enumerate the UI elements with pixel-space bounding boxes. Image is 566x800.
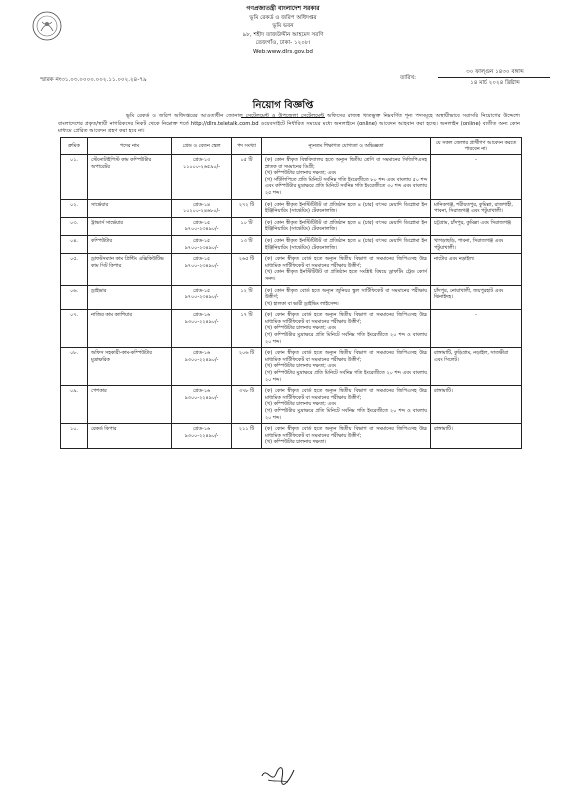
row-grade: গ্রেড-১৪ [192,201,211,208]
government-emblem-icon [30,10,64,42]
row-post-name: ড্রাফটসম্যান কাম প্রিন্টিং এক্সিকিউটিভ কাম সিট কিপার [88,254,172,285]
row-post-name: রেকর্ড কিপার [88,424,172,449]
row-pay-scale: ৯৭০০-২৩৪৯০/- [184,244,219,251]
row-excluded-districts: খাগড়াছড়ি, পাবনা, সিরাজগঞ্জ এবং পটুয়াখালী। [431,235,522,253]
row-post-count: ৩৭৮ টি [232,386,262,424]
row-qualification [262,199,431,217]
row-grade-scale [172,155,232,200]
row-post-count: ১২ টি [232,285,262,310]
row-serial: ০৮. [61,348,88,386]
row-grade: গ্রেড-১৫ [192,256,211,263]
row-qualification [262,235,431,253]
row-qualification [262,155,431,200]
header-line: ভূমি ভবন [272,23,294,30]
row-pay-scale: ৯৭০০-২৩৪৯০/- [184,226,219,233]
row-grade: গ্রেড-১৬ [192,426,211,433]
intro-paragraph: ভূমি রেকর্ড ও জরিপ অধিদপ্তরের আওতাধীন জোনাল সেটেলমেন্ট ও উপজেলা সেটেলমেন্ট অফিসের রাজস্ব খাতভুক্ত নিম্নবর্ণিত শূন্য পদসমূহে অস্থায়ীভাবে সরাসরি নিয়োগের উদ্দেশ্যে বাংলাদেশের প্রকৃত/স্থায়ী নাগরিকদের নিকট থেকে নিম্নোক্ত শর্তে http://dlrs.teletalk.com.bd ওয়েবসাইটে নির্ধারিত সময়ের মধ্যে অনলাইনে (online) আবেদন আহবান করা হচ্ছে। অনলাইন (online) ব্যতীত অন্য কোন মাধ্যমে প্রেরিত আবেদন গ্রহণ করা হবে না। [58,113,520,135]
qualification-line: (ক) কোন স্বীকৃত বোর্ড হতে অন্যূন দ্বিতীয় বিভাগ বা সমমানের জিপিএসহ উচ্চ মাধ্যমিক সার্টিফিকেট বা সমমানের পরীক্ষায় উত্তীর্ণ; [265,350,427,363]
row-grade: গ্রেড-১৫ [192,287,211,294]
date-english: ১৪ মার্চ ২০২৪ খ্রিষ্টাব্দ [470,80,520,86]
row-post-name: পেশকার [88,386,172,424]
row-excluded-districts: চাঁদপুর, নোয়াখালী, জয়পুরহাট এবং ঝিনাইদহ। [431,285,522,310]
qualification-line: (ক) কোন স্বীকৃত বোর্ড হতে অন্যূন দ্বিতীয় বিভাগ বা সমমানের জিপিএসহ উচ্চ মাধ্যমিক সার্টিফিকেট বা সমমানের পরীক্ষায় উত্তীর্ণ; [265,426,427,439]
row-grade-scale [172,285,232,310]
row-grade: গ্রেড-১৬ [192,388,211,395]
qualification-line: (খ) কম্পিউটার চালনায় দক্ষতা; এবং [265,325,337,332]
row-grade: গ্রেড-১৩ [192,157,211,163]
header-website: Web:www.dlrs.gov.bd [253,48,313,55]
office-header [200,5,366,57]
row-post-count: ১৩ টি [232,235,262,253]
table-row [61,155,522,200]
header-line: ৯৮, শহীদ তাজউদ্দীন আহমেদ সরণি [242,31,324,38]
row-qualification [262,285,431,310]
table-row [61,235,522,253]
row-post-count: ২৭২ টি [232,199,262,217]
qualification-line: (ক) কোন স্বীকৃত বোর্ড হতে অন্যূন জুনিয়র স্কুল সার্টিফিকেট বা সমমানের পরীক্ষায় উত্তীর্ণ; [265,287,427,301]
qualification-line: (খ) কম্পিউটার চালনায় দক্ষতা। [265,439,327,446]
qualification-line: (খ) হালকা বা ভারী ড্রাইভিং লাইসেন্স। [265,300,339,307]
row-post-name: ড্রাইভার [88,285,172,310]
date-bangla: ৩০ ফাল্গুন ১৪৩০ বঙ্গাব্দ [466,69,524,75]
header-line: ভূমি রেকর্ড ও জরিপ অধিদপ্তর [249,14,317,21]
row-post-count: ১০ টি [232,217,262,235]
row-grade-scale [172,424,232,449]
qualification-line: (গ) কম্পিউটার মুদ্রাক্ষরে প্রতি মিনিটে সর্বনিম্ন গতি ইংরেজীতে ২০ শব্দ ও বাংলায় ২০ শব্দ। [265,332,427,345]
header-line: তেজগাঁও, ঢাকা- ১২০৮। [255,40,311,47]
col-header-post: পদের নাম [88,138,172,155]
qualification-line: (ক) কোন স্বীকৃত ইনস্টিটিউট বা প্রতিষ্ঠান হতে ৪ (চার) বৎসর মেয়াদি ডিপ্লোমা ইন ইঞ্জিনিয়ারিং (সার্ভেয়িং) টেকনোলজি। [265,219,427,233]
row-qualification [262,310,431,348]
row-post-name: স্টেনোটাইপিস্ট কাম কম্পিউটার অপারেটর [88,155,172,200]
row-grade-scale [172,254,232,285]
row-serial: ০৯. [61,386,88,424]
row-serial: ০৬. [61,285,88,310]
date-label: তারিখ: [400,75,417,81]
row-pay-scale: ৯৩০০-২২৪৯০/- [184,432,219,439]
row-serial: ০৪. [61,235,88,253]
row-excluded-districts: রাঙ্গামাটি, কুড়িগ্রাম, নড়াইল, সাতক্ষীরা এবং সিলেট। [431,348,522,386]
row-serial: ০৭. [61,310,88,348]
row-serial: ০৩. [61,217,88,235]
col-header-grade: গ্রেড ও বেতন স্কেল [172,138,232,155]
row-grade-scale [172,235,232,253]
row-pay-scale: ৯৭০০-২৩৪৯০/- [184,294,219,301]
row-pay-scale: ৯৩০০-২২৪৯০/- [184,318,219,325]
qualification-line: (ক) কোন স্বীকৃত ইনস্টিটিউট বা প্রতিষ্ঠান হতে ৪ (চার) বৎসর মেয়াদি ডিপ্লোমা ইন ইঞ্জিনিয়ারিং (সার্ভেয়িং) টেকনোলজি। [265,237,427,251]
row-post-name: ট্রাভার্স সার্ভেয়ার [88,217,172,235]
row-post-count: ০৫ টি [232,155,262,200]
row-post-name: কম্পিউটার [88,235,172,253]
row-excluded-districts: চট্টগ্রাম, চাঁদপুর, কুমিল্লা এবং সিরাজগঞ্জ [431,217,522,235]
row-post-count: ২৬৫ টি [232,254,262,285]
row-qualification [262,217,431,235]
qualification-line: (খ) কোন স্বীকৃত ইনস্টিটিউট বা প্রতিষ্ঠান হতে সংশ্লিষ্ট বিষয়ে ড্রাফটিং ট্রেড কোর্স সনদ। [265,269,427,282]
row-excluded-districts: রাঙ্গামাটি। [431,424,522,449]
row-serial: ০১. [61,155,88,200]
row-grade-scale [172,199,232,217]
row-post-count: ১৭ টি [232,310,262,348]
row-pay-scale: ৯৩০০-২২৪৯০/- [184,394,219,401]
table-row [61,285,522,310]
table-row [61,199,522,217]
header-line: গণপ্রজাতন্ত্রী বাংলাদেশ সরকার [246,5,320,12]
row-qualification [262,424,431,449]
qualification-line: (ক) কোন স্বীকৃত বোর্ড হতে অন্যূন দ্বিতীয় বিভাগ বা সমমানের জিপিএসহ উচ্চ মাধ্যমিক সার্টিফিকেট বা সমমানের পরীক্ষায় উত্তীর্ণ; [265,312,427,325]
row-post-name: সার্ভেয়ার [88,199,172,217]
qualification-line: (ক) কোন স্বীকৃত বোর্ড হতে অন্যূন দ্বিতীয় বিভাগ বা সমমানের জিপিএসহ উচ্চ মাধ্যমিক সার্টিফিকেট বা সমমানের পরীক্ষায় উত্তীর্ণ; [265,388,427,401]
row-qualification [262,386,431,424]
table-header-row [61,138,522,155]
row-excluded-districts: রাঙ্গামাটি। [431,386,522,424]
row-post-name: নাজির কাম ক্যাশিয়ার [88,310,172,348]
row-grade: গ্রেড-১৬ [192,350,211,357]
row-post-count: ২০৬ টি [232,348,262,386]
row-post-count: ২১১ টি [232,424,262,449]
memo-number: স্মারক নং৩১.০৩.০০০০.০০২.১১.০০২.২৪-৭৯ [40,77,147,83]
row-grade: গ্রেড-১৬ [192,312,211,319]
row-pay-scale: ১১০০০-২৬৫৯০/- [183,163,220,170]
row-qualification [262,254,431,285]
col-header-serial: ক্রমিক [61,138,88,155]
row-excluded-districts: - [431,310,522,348]
row-excluded-districts: নাটোর এবং নড়াইল। [431,254,522,285]
row-pay-scale: ৯৭০০-২৩৪৯০/- [184,262,219,269]
qualification-line: (খ) কম্পিউটার চালনায় দক্ষতা; এবং [265,363,337,370]
table-row [61,217,522,235]
col-header-districts: যে সকল জেলার প্রার্থীগণ আবেদন করতে পারবেন না। [431,138,522,155]
vacancy-table [60,137,522,449]
row-grade: গ্রেড-১৫ [192,219,211,226]
qualification-line: (ক) কোন স্বীকৃত বিশ্ববিদ্যালয় হতে অন্যূন দ্বিতীয় শ্রেণি বা সমমানের সিজিপিএসহ স্নাতক বা সমমানের ডিগ্রী; [265,157,427,170]
row-qualification [262,348,431,386]
notice-title: নিয়োগ বিজ্ঞপ্তি [241,97,326,118]
row-post-name: অফিস সহকারী-কাম-কম্পিউটার মুদ্রাক্ষরিক [88,348,172,386]
table-row [61,348,522,386]
date-divider [438,77,550,78]
qualification-line: (ক) কোন স্বীকৃত বোর্ড হতে অন্যূন দ্বিতীয় বিভাগ বা সমমানের জিপিএসহ উচ্চ মাধ্যমিক সার্টিফিকেট বা সমমানের পরীক্ষায় উত্তীর্ণ; [265,256,427,269]
row-serial: ০২. [61,199,88,217]
row-excluded-districts: মানিকগঞ্জ, শরীয়তপুর, কুমিল্লা, রাজশাহী, পাবনা, সিরাজগঞ্জ এবং পটুয়াখালী। [431,199,522,217]
row-pay-scale: ১০২০০-২৪৬৮০/- [183,208,220,215]
table-row [61,386,522,424]
qualification-line: (খ) কম্পিউটার চালনায় দক্ষতা; এবং [265,170,337,177]
row-grade-scale [172,348,232,386]
row-grade-scale [172,217,232,235]
row-grade: গ্রেড-১৫ [192,237,211,244]
row-excluded-districts: - [431,155,522,200]
row-pay-scale: ৯৩০০-২২৪৯০/- [184,356,219,363]
row-serial: ১০. [61,424,88,449]
qualification-line: (গ) কম্পিউটার মুদ্রাক্ষরে প্রতি মিনিটে সর্বনিম্ন গতি ইংরেজীতে ২০ শব্দ এবং বাংলায় ২০ শব্দ। [265,370,427,383]
signature-icon [258,762,298,788]
row-serial: ০৫. [61,254,88,285]
col-header-count: পদ সংখ্যা [232,138,262,155]
qualification-line: (ক) কোন স্বীকৃত ইনস্টিটিউট বা প্রতিষ্ঠান হতে ৪ (চার) বৎসর মেয়াদি ডিপ্লোমা ইন ইঞ্জিনিয়ারিং (সার্ভেয়িং) টেকনোলজি। [265,201,427,215]
row-grade-scale [172,386,232,424]
table-row [61,254,522,285]
table-row [61,424,522,449]
qualification-line: (খ) কম্পিউটার চালনায় দক্ষতা; এবং [265,401,337,408]
table-body [61,155,522,449]
table-row [61,310,522,348]
row-grade-scale [172,310,232,348]
qualification-line: (গ) সাঁটলিপিতে প্রতি মিনিটে সর্বনিম্ন গতি ইংরেজীতে ৮০ শব্দ এবং বাংলায় ৫০ শব্দ এবং কম্পিউটার মুদ্রাক্ষরে প্রতি মিনিটে সর্বনিম্ন গতি ইংরেজীতে ৩০ শব্দ এবং বাংলায় ২৫ শব্দ। [265,176,427,196]
qualification-line: (গ) কম্পিউটার মুদ্রাক্ষরে প্রতি মিনিটে সর্বনিম্ন গতি ইংরেজীতে ২০ শব্দ ও বাংলায় ২০ শব্দ। [265,408,427,421]
col-header-qualification: ন্যূনতম শিক্ষাগত যোগ্যতা ও অভিজ্ঞতা [262,138,431,155]
